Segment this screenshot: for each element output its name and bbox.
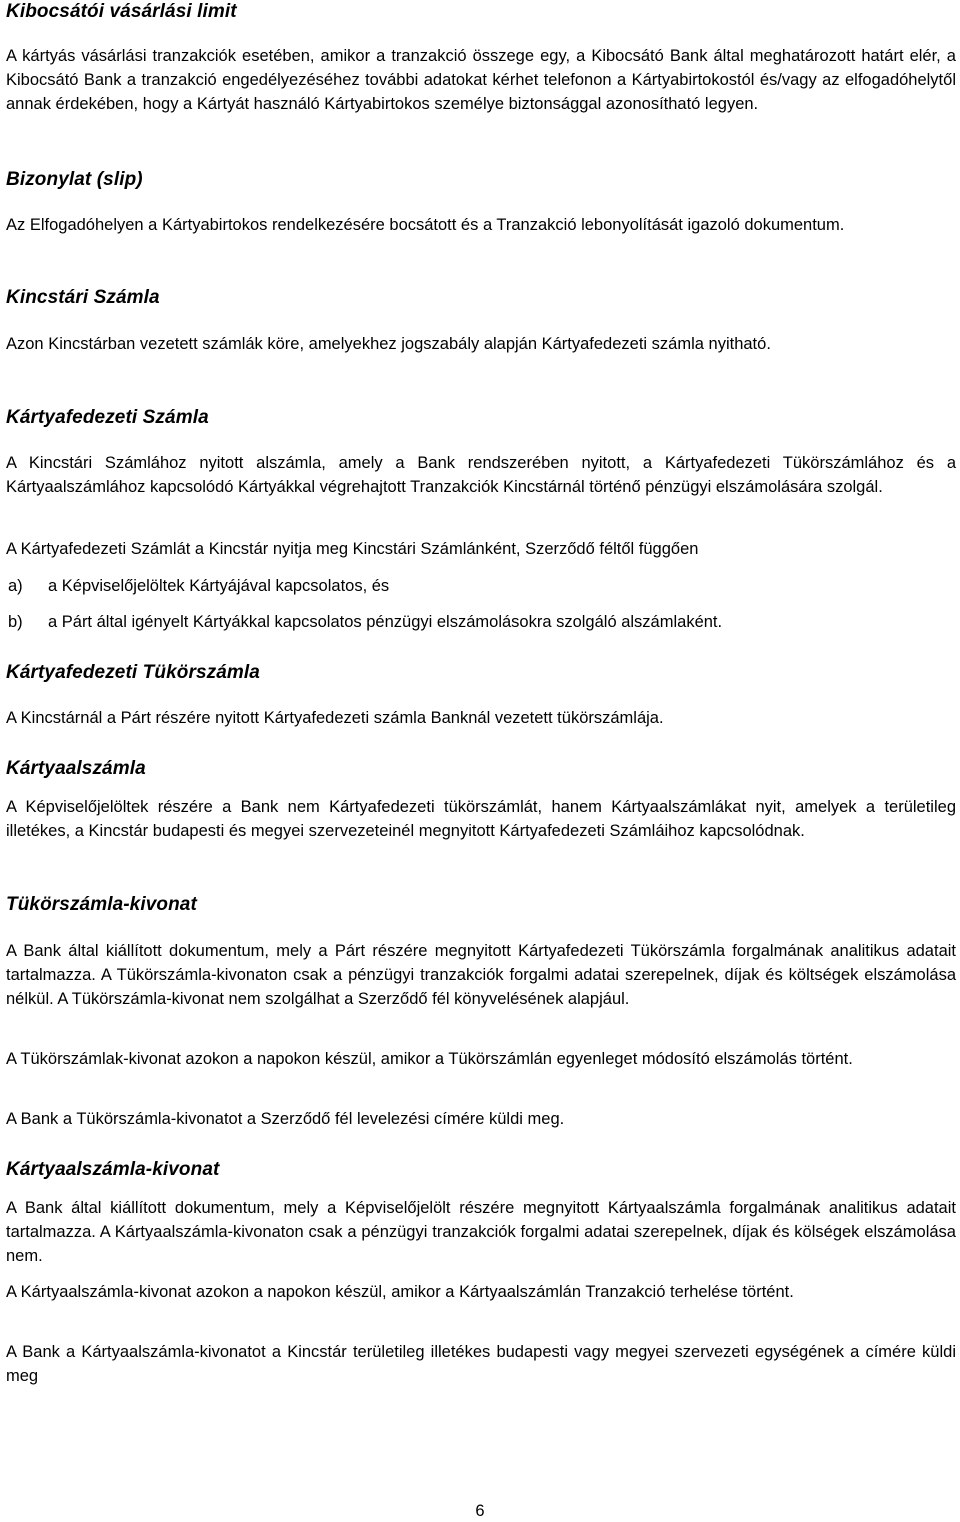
section-paragraph: A Bank által kiállított dokumentum, mely a Képviselőjelölt részére megnyitott Kártyaalszámla forgalmának analitikus adatait tartalmazza. A Kártyaalszámla-kivonaton csak a pénzügyi tranzakciók forgalmi adatai szerepelnek, díjak és kölségek elszámolása nem. <box>6 1199 956 1265</box>
section-paragraph: A Kincstárnál a Párt részére nyitott Kártyafedezeti számla Banknál vezetett tükörszámlája. <box>6 709 664 727</box>
section-paragraph: Az Elfogadóhelyen a Kártyabirtokos rendelkezésére bocsátott és a Tranzakció lebonyolítását igazoló dokumentum. <box>6 216 845 234</box>
section-paragraph: A Kártyafedezeti Számlát a Kincstár nyitja meg Kincstári Számlánként, Szerződő féltől függően <box>6 540 699 558</box>
list-item <box>6 610 956 634</box>
section-heading: Tükörszámla-kivonat <box>6 894 197 915</box>
section-paragraph: A Bank a Tükörszámla-kivonatot a Szerződő fél levelezési címére küldi meg. <box>6 1110 565 1128</box>
section-paragraph: Azon Kincstárban vezetett számlák köre, amelyekhez jogszabály alapján Kártyafedezeti számla nyitható. <box>6 335 771 353</box>
section-paragraph: A Bank a Kártyaalszámla-kivonatot a Kincstár területileg illetékes budapesti vagy megyei szervezeti egységének a címére küldi meg <box>6 1343 956 1385</box>
section-paragraph: A Kincstári Számlához nyitott alszámla, amely a Bank rendszerében nyitott, a Kártyafedezeti Tükörszámlához és a Kártyaalszámlához kapcsolódó Kártyákkal végrehajtott Tranzakciók Kincstárnál történő pénzügyi elszámolására szolgál. <box>6 454 956 496</box>
section-heading: Kincstári Számla <box>6 287 160 308</box>
section-paragraph: A Tükörszámlak-kivonat azokon a napokon készül, amikor a Tükörszámlán egyenleget módosító elszámolás történt. <box>6 1050 853 1068</box>
section-paragraph: A Képviselőjelöltek részére a Bank nem Kártyafedezeti tükörszámlát, hanem Kártyaalszámlákat nyit, amelyek a területileg illetékes, a Kincstár budapesti és megyei szervezeteinél megnyitott Kártyafedezeti Számláihoz kapcsolódnak. <box>6 798 956 840</box>
list-text: a Párt által igényelt Kártyákkal kapcsolatos pénzügyi elszámolásokra szolgáló alszámlaként. <box>48 613 723 631</box>
section-heading: Kártyaalszámla <box>6 758 146 779</box>
list-text: a Képviselőjelöltek Kártyájával kapcsolatos, és <box>48 577 390 595</box>
list-marker: b) <box>8 613 23 631</box>
list-item <box>6 574 956 598</box>
list-marker: a) <box>8 577 23 595</box>
section-paragraph: A Kártyaalszámla-kivonat azokon a napokon készül, amikor a Kártyaalszámlán Tranzakció terhelése történt. <box>6 1283 794 1301</box>
section-heading: Kártyaalszámla-kivonat <box>6 1159 220 1180</box>
page-number: 6 <box>475 1502 485 1520</box>
section-heading: Kibocsátói vásárlási limit <box>6 1 237 22</box>
section-heading: Kártyafedezeti Tükörszámla <box>6 662 260 683</box>
section-heading: Kártyafedezeti Számla <box>6 407 209 428</box>
section-paragraph: A Bank által kiállított dokumentum, mely a Párt részére megnyitott Kártyafedezeti Tükörszámla forgalmának analitikus adatait tartalmazza. A Tükörszámla-kivonaton csak a pénzügyi tranzakciók forgalmi adatai szerepelnek, díjak és költségek elszámolása nélkül. A Tükörszámla-kivonat nem szolgálhat a Szerződő fél könyvelésének alapjául. <box>6 942 956 1008</box>
section-heading: Bizonylat (slip) <box>6 169 143 190</box>
section-paragraph: A kártyás vásárlási tranzakciók esetében, amikor a tranzakció összege egy, a Kibocsátó Bank által meghatározott határt elér, a Kibocsátó Bank a tranzakció engedélyezéséhez további adatokat kérhet telefonon a Kártyabirtokostól és/vagy az elfogadóhelytől annak érdekében, hogy a Kártyát használó Kártyabirtokos személye biztonsággal azonosítható legyen. <box>6 47 956 113</box>
